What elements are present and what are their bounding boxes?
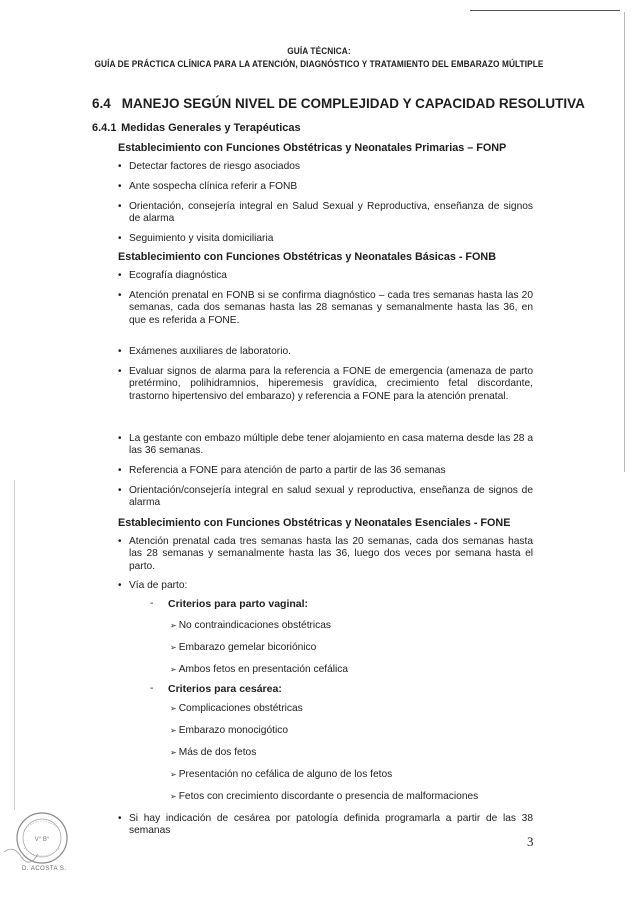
list-item: • Atención prenatal cada tres semanas hasta las 20 semanas, cada dos semanas hasta las 28 semanas y semanalmente hasta las 36, luego dos veces por semana hasta el parto. <box>118 536 533 572</box>
list-item: • Orientación/consejería integral en salud sexual y reproductiva, enseñanza de signos de alarma <box>118 485 533 509</box>
header-guide-label: GUÍA TÉCNICA: <box>287 46 351 56</box>
list-item: ➢ Fetos con crecimiento discordante o presencia de malformaciones <box>170 791 479 802</box>
arrow-bullet-icon: ➢ <box>170 726 177 735</box>
bullet-icon: • <box>118 233 122 244</box>
top-rule <box>470 10 620 11</box>
bullet-icon: • <box>118 813 122 824</box>
list-item: • Vía de parto: <box>118 580 188 591</box>
bullet-icon: • <box>118 580 122 591</box>
left-margin-line <box>14 480 15 810</box>
subsection-number: 6.4.1 <box>92 122 117 134</box>
bullet-icon: • <box>118 346 122 357</box>
official-seal <box>2 808 76 874</box>
list-item: • La gestante con embazo múltiple debe tener alojamiento en casa materna desde las 28 a las 36 semanas. <box>118 433 533 457</box>
arrow-bullet-icon: ➢ <box>170 704 177 713</box>
list-item: ➢ Más de dos fetos <box>170 747 257 758</box>
arrow-bullet-icon: ➢ <box>170 792 177 801</box>
arrow-bullet-icon: ➢ <box>170 770 177 779</box>
list-item: • Atención prenatal en FONB si se confirma diagnóstico – cada tres semanas hasta las 20 semanas, cada dos semanas hasta las 28 semanas y semanalmente hasta las 36, en que es referida a FONE. <box>118 290 533 326</box>
list-item: • Detectar factores de riesgo asociados <box>118 161 301 172</box>
bullet-icon: • <box>118 485 122 496</box>
bullet-icon: • <box>118 536 122 547</box>
bullet-icon: • <box>118 161 122 172</box>
bullet-icon: • <box>118 465 122 476</box>
list-item: ➢ Embarazo monocigótico <box>170 725 288 736</box>
section-title: MANEJO SEGÚN NIVEL DE COMPLEJIDAD Y CAPACIDAD RESOLUTIVA <box>121 96 585 111</box>
bullet-icon: • <box>118 181 122 192</box>
list-item: • Seguimiento y visita domiciliaria <box>118 233 274 244</box>
dash-marker: - <box>150 598 154 609</box>
subsection-heading <box>92 122 301 134</box>
bullet-icon: • <box>118 290 122 301</box>
arrow-bullet-icon: ➢ <box>170 748 177 757</box>
bullet-icon: • <box>118 366 122 377</box>
subsection-title: Medidas Generales y Terapéuticas <box>121 122 301 134</box>
arrow-bullet-icon: ➢ <box>170 665 177 674</box>
fonb-heading: Establecimiento con Funciones Obstétricas y Neonatales Básicas - FONB <box>118 251 497 263</box>
bullet-icon: • <box>118 270 122 281</box>
stamp-signature: D. ACOSTA S. <box>22 866 67 872</box>
fone-heading: Establecimiento con Funciones Obstétricas y Neonatales Esenciales - FONE <box>118 517 511 529</box>
section-number: 6.4 <box>92 96 111 111</box>
list-item: • Si hay indicación de cesárea por patología definida programarla a partir de las 38 semanas <box>118 813 533 837</box>
list-item: • Evaluar signos de alarma para la referencia a FONE de emergencia (amenaza de parto pretérmino, polihidramnios, hiperemesis gravídica, crecimiento fetal discordante, trastorno hipertensivo del embarazo) y referencia a FONE para la atención prenatal. <box>118 366 533 402</box>
arrow-bullet-icon: ➢ <box>170 621 177 630</box>
seal-center-text: V° B° <box>34 837 50 843</box>
list-item: • Exámenes auxiliares de laboratorio. <box>118 346 291 357</box>
list-item: ➢ Embarazo gemelar bicoriónico <box>170 642 317 653</box>
list-item: ➢ No contraindicaciones obstétricas <box>170 620 332 631</box>
section-heading <box>92 96 585 111</box>
list-item: • Ante sospecha clínica referir a FONB <box>118 181 298 192</box>
page-number: 3 <box>527 834 534 849</box>
cesarea-criteria-heading: Criterios para cesárea: <box>168 683 282 695</box>
right-margin-line <box>624 12 625 472</box>
bullet-icon: • <box>118 433 122 444</box>
list-item: ➢ Presentación no cefálica de alguno de los fetos <box>170 769 393 780</box>
fonp-heading: Establecimiento con Funciones Obstétricas y Neonatales Primarias – FONP <box>118 142 507 154</box>
arrow-bullet-icon: ➢ <box>170 643 177 652</box>
list-item: • Ecografía diagnóstica <box>118 270 227 281</box>
vaginal-criteria-heading: Criterios para parto vaginal: <box>168 598 309 610</box>
list-item: ➢ Complicaciones obstétricas <box>170 703 303 714</box>
bullet-icon: • <box>118 201 122 212</box>
dash-marker: - <box>150 683 154 694</box>
list-item: • Orientación, consejería integral en Salud Sexual y Reproductiva, enseñanza de signos de alarma <box>118 201 533 225</box>
header-guide-title: GUÍA DE PRÁCTICA CLÍNICA PARA LA ATENCIÓN, DIAGNÓSTICO Y TRATAMIENTO DEL EMBARAZO MÚLTIPLE <box>94 59 544 69</box>
list-item: • Referencia a FONE para atención de parto a partir de las 36 semanas <box>118 465 446 476</box>
list-item: ➢ Ambos fetos en presentación cefálica <box>170 664 349 675</box>
